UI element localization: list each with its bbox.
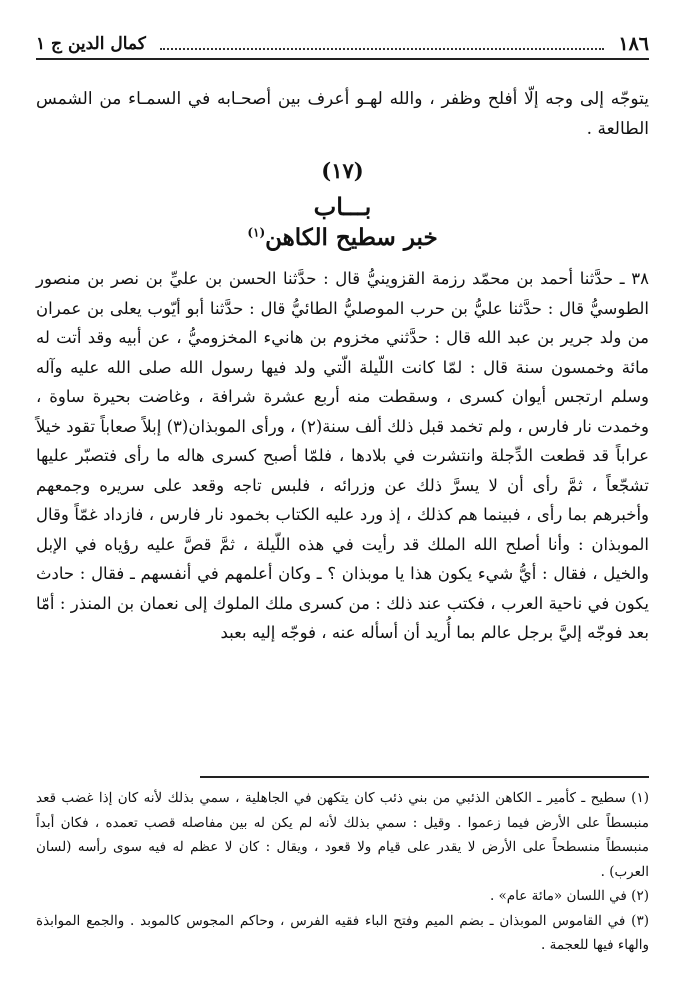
page-header	[36, 30, 649, 60]
main-text	[36, 264, 649, 648]
header-dot-leader	[160, 38, 605, 50]
hadith-paragraph: ٣٨ ـ حدَّثنا أحمد بن محمّد رزمة القزوينيُّ قال : حدَّثنا الحسن بن عليِّ بن نصر بن منصور الطوسيُّ قال : حدَّثنا عليُّ بن حرب الموصليُّ الطائيُّ قال : حدَّثنا أبو أيّوب يعلى بن عمران من ولد جرير بن عبد الله قال : حدَّثني مخزوم بن هانيء المخزوميُّ ، عن أبيه وقد أتت له مائة وخمسون سنة قال : لمّا كانت اللّيلة الّتي ولد فيها رسول الله صلى الله عليه وآله وسلم ارتجس أيوان كسرى ، وسقطت منه أربع عشرة شرافة ، وغاضت بحيرة ساوة ، وخمدت نار فارس ، ولم تخمد قبل ذلك ألف سنة(٢) ، ورأى الموبذان(٣) إبلاً صعاباً تقود خيلاً عراباً قد قطعت الدِّجلة وانتشرت في بلادها ، فلمّا أصبح كسرى هاله ما رأى فتصبّر عليها تشجّعاً ، ثمَّ رأى أن لا يسرَّ ذلك عن وزرائه ، فلبس تاجه وقعد على سريره وجمعهم وأخبرهم بما رأى ، فبينما هم كذلك ، إذ ورد عليه الكتاب بخمود نار فارس ، فازداد غمّاً وقال الموبذان : وأنا أصلح الله الملك قد رأيت في هذه اللّيلة ، ثمَّ قصَّ عليه رؤياه في الإبل والخيل ، فقال : أيُّ شيء يكون هذا يا موبذان ؟ ـ وكان أعلمهم في أنفسهم ـ فقال : حادث يكون في ناحية العرب ، فكتب عند ذلك : من كسرى ملك الملوك إلى نعمان بن المنذر : أمّا بعد فوجّه إليَّ برجل عالم بما أُريد أن أسأله عنه ، فوجّه إليه بعبد	[36, 269, 650, 642]
footnotes	[36, 786, 649, 958]
footnote-separator	[200, 776, 649, 778]
chapter-title-text: خبر سطيح الكاهن	[265, 224, 438, 251]
footnote-2: (٢) في اللسان «مائة عام» .	[489, 888, 649, 904]
running-title: كمال الدين ج ١	[36, 34, 146, 54]
chapter-title-footnote-ref: (١)	[247, 225, 266, 240]
footnote-1: (١) سطيح ـ كأمير ـ الكاهن الذئبي من بني ذئب كان يتكهن في الجاهلية ، سمي بذلك لأنه كان إذا غضب قعد منبسطاً على الأرض فيما زعموا . وقيل : سمي بذلك لأنه لم يكن له بين مفاصله قصب تعمده ، فكان أبداً منبسطاً منسطحاً على الأرض لا يقدر على قيام ولا قعود ، ويقال : كان لا عظم له فيه سوى رأسه (لسان العرب) .	[36, 790, 649, 880]
intro-paragraph: يتوجّه إلى وجه إلّا أفلح وظفر ، والله لهـو أعرف بين أصحـابه في السمـاء من الشمس الطالعة .	[36, 89, 649, 139]
chapter-label: بـــاب	[313, 192, 372, 221]
page-number: ١٨٦	[618, 33, 649, 55]
chapter-number: (١٧)	[321, 158, 364, 183]
chapter-title	[0, 224, 685, 251]
footnote-3: (٣) في القاموس الموبذان ـ بضم الميم وفتح الباء فقيه الفرس ، وحاكم المجوس كالموبد . والجمع الموابذة والهاء فيها للعجمة .	[36, 912, 649, 953]
